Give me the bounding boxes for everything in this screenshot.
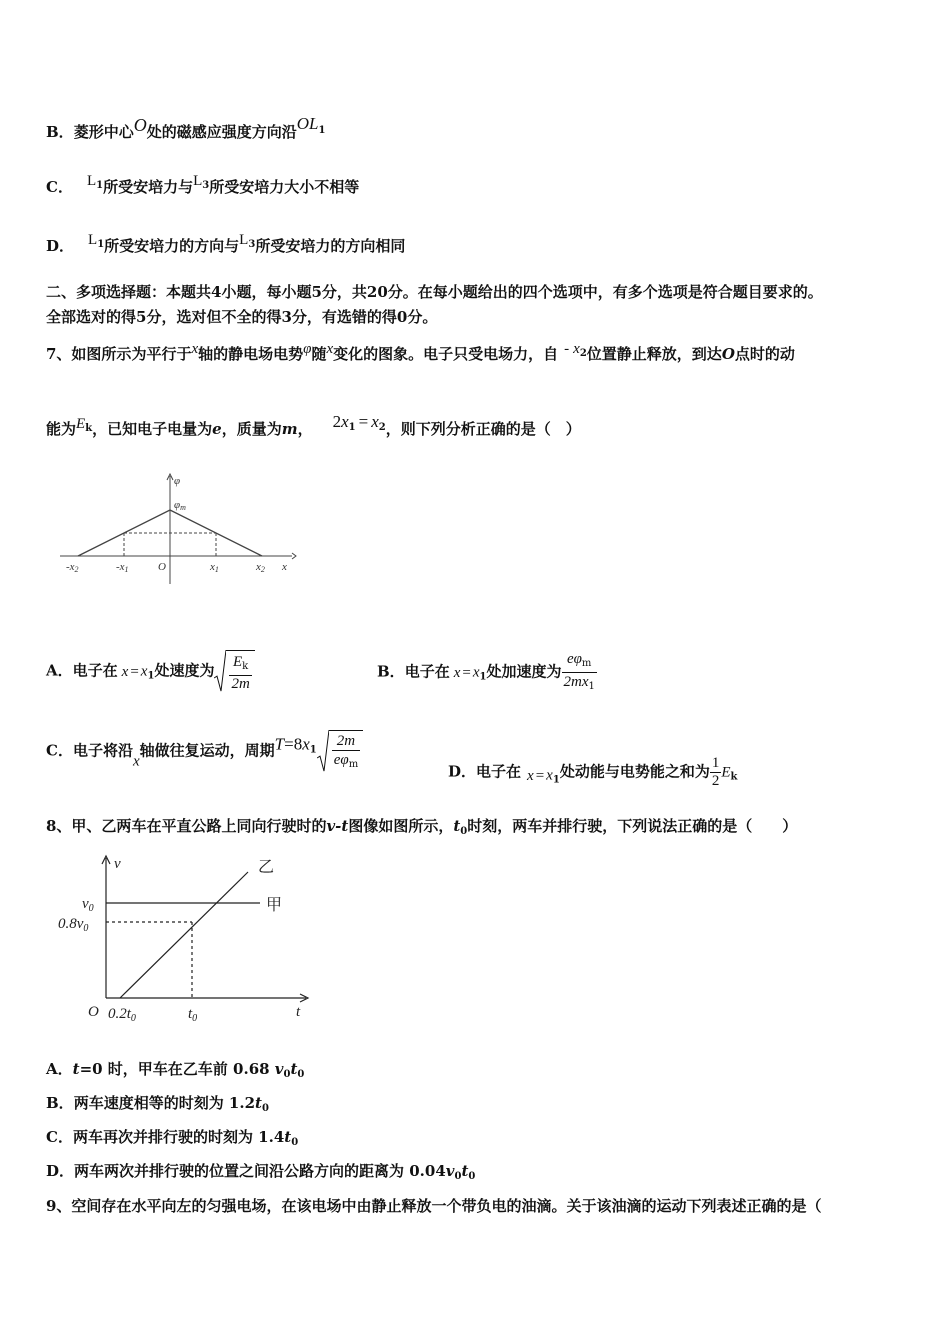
math-sub: 1: [552, 774, 560, 786]
option-text: 菱形中心: [73, 123, 134, 141]
option-label: D．: [46, 237, 75, 255]
math-den: eφ: [333, 752, 349, 768]
stem-text: ，则下列分析正确的是（ ）: [385, 420, 581, 438]
q8-stem: [46, 815, 797, 837]
option-label: B．: [377, 662, 405, 681]
tick-sub: 1: [124, 565, 129, 574]
option-label: B．: [46, 123, 74, 141]
math-x: x: [121, 663, 129, 680]
stem-text: 轴的静电场电势: [198, 345, 304, 363]
math-sub: 3: [248, 239, 256, 250]
phi-m-sub: m: [180, 503, 186, 512]
math-eq: =: [535, 767, 545, 784]
math-phi: φ: [303, 341, 312, 357]
tick-origin: O: [158, 561, 166, 573]
math-L: L: [239, 232, 249, 248]
x-axis-label: x: [282, 561, 287, 573]
option-text: 所受安培力与: [103, 178, 194, 196]
math-2: 2: [332, 412, 342, 431]
q6-option-d: [46, 232, 405, 256]
math-num: 1: [711, 755, 720, 771]
stem-text: 8、甲、乙两车在平直公路上同向行驶时的: [46, 817, 327, 835]
t0-text: t: [188, 1006, 193, 1022]
stem-text: ，已知电子电量为: [92, 420, 213, 438]
math-sub: m: [348, 759, 359, 770]
tick-text: x: [256, 561, 261, 573]
tick-text: -x: [66, 561, 75, 573]
q9-stem: 9、空间存在水平向左的匀强电场，在该电场中由静止释放一个带负电的油滴。关于该油滴的运动下列表述正确的是（: [46, 1197, 822, 1215]
fraction: [562, 650, 597, 695]
tick-neg-x1: [116, 561, 129, 574]
math-x: x: [191, 341, 199, 357]
option-label: A．: [46, 661, 73, 680]
q7-potential-graph: [56, 468, 306, 588]
q7-option-c: [46, 730, 363, 773]
math-sub: k: [730, 771, 738, 783]
stem-text: ，质量为: [221, 420, 282, 438]
tick-neg-x2: [66, 561, 79, 574]
fraction: [229, 653, 251, 693]
math-num: 2m: [332, 733, 360, 751]
math-x: x: [527, 767, 534, 784]
stem-text: ，: [297, 420, 313, 438]
graph-v0-label: [82, 896, 94, 914]
math-x: x: [453, 664, 461, 681]
tick-x1: [209, 561, 219, 574]
math-sub: 2: [378, 422, 386, 433]
math-sub: 3: [202, 180, 210, 191]
math-L: L: [86, 173, 97, 189]
tick-text: x: [210, 561, 215, 573]
math-sub: k: [242, 661, 249, 672]
math-x: x: [132, 753, 140, 770]
option-label: D．: [46, 1162, 75, 1180]
math-sub: 1: [96, 180, 104, 191]
math-sub: 1: [348, 422, 356, 433]
x-axis-arrow: [292, 553, 296, 559]
v0-text: v: [82, 896, 89, 912]
graph-origin: O: [88, 1004, 99, 1020]
math-sub: 0: [468, 1171, 476, 1182]
q6-option-c: [46, 173, 359, 197]
tick-sub: 1: [214, 565, 219, 574]
math-sub: 1: [318, 125, 326, 136]
q8-vt-graph: [54, 850, 324, 1030]
math-t: t: [72, 1060, 80, 1078]
option-text: 轴做往复运动，周期: [139, 741, 275, 760]
math-v: v: [274, 1060, 284, 1078]
math-den: 2m: [231, 676, 250, 692]
option-text: =0 时，甲车在乙车前 0.68: [79, 1060, 275, 1078]
math-t: t: [290, 1060, 298, 1078]
option-text: 电子在: [476, 762, 522, 781]
option-text: 处速度为: [154, 661, 215, 680]
stem-text: 点时的动: [734, 345, 795, 363]
q8-option-b: [46, 1092, 269, 1114]
math-den: 2: [711, 773, 720, 789]
tick-x2: [255, 561, 265, 574]
math-t: t: [453, 817, 461, 835]
option-text: 两车两次并排行驶的位置之间沿公路方向的距离为 0.04: [74, 1162, 446, 1180]
option-text: 电子将沿: [72, 741, 133, 760]
option-label: D．: [448, 762, 477, 781]
math-x: x: [371, 412, 379, 431]
tick-sub: 2: [74, 565, 79, 574]
sqrt-expression: [317, 730, 363, 773]
math-L: L: [193, 173, 203, 189]
fraction: [332, 733, 360, 773]
math-E: E: [233, 654, 243, 670]
tick-sub: 2: [260, 565, 265, 574]
math-sub: 0: [291, 1137, 299, 1148]
math-sub: 1: [479, 671, 487, 683]
math-sub: 1: [588, 681, 595, 692]
math-sub: 1: [147, 670, 155, 682]
label-yi: 乙: [258, 859, 275, 876]
math-sub: k: [85, 423, 93, 434]
option-text: 所受安培力大小不相等: [209, 178, 360, 196]
math-den: 2mx: [563, 674, 589, 690]
math-sub: 0: [297, 1069, 305, 1080]
stem-text: 图像如图所示，: [348, 817, 454, 835]
math-sub: 1: [97, 239, 105, 250]
math-x: x: [341, 412, 349, 431]
option-text: 处动能与电势能之和为: [559, 762, 710, 781]
option-text: 处加速度为: [486, 662, 562, 681]
math-L: L: [88, 232, 98, 248]
math-E: E: [721, 764, 731, 781]
option-label: C．: [46, 178, 73, 196]
stem-text: 7、如图所示为平行于: [46, 345, 192, 363]
stem-text: 随: [311, 345, 327, 363]
section-heading: 二、多项选择题：本题共4小题，每小题5分，共20分。在每小题给出的四个选项中，有多个选项是符合题目要求的。: [46, 283, 823, 301]
math-eq: =: [462, 664, 471, 681]
math-T: T: [274, 734, 285, 754]
math-x: x: [546, 767, 553, 784]
math-t: t: [461, 1162, 469, 1180]
math-x: x: [472, 664, 480, 681]
p8-text: 0.8v: [58, 916, 84, 932]
math-e: e: [212, 420, 222, 438]
math-m: m: [281, 420, 298, 438]
option-text: 电子在: [404, 662, 450, 681]
math-t: t: [255, 1094, 262, 1112]
graph-phi-m: [174, 499, 186, 512]
graph-0.2t0-label: [108, 1006, 136, 1024]
math-x: x: [326, 341, 334, 357]
stem-text: 时刻，两车并排行驶，下列说法正确的是（ ）: [467, 817, 798, 835]
graph-0.8v0-label: [58, 916, 88, 934]
p8-sub: 0: [83, 923, 89, 934]
math-eq8: =8: [284, 734, 303, 754]
option-text: 所受安培力的方向与: [104, 237, 240, 255]
math-OL: OL: [296, 114, 319, 133]
math-v: v: [445, 1162, 455, 1180]
math-E: E: [76, 416, 86, 432]
tick-text: -x: [116, 561, 125, 573]
option-label: C．: [46, 1128, 73, 1146]
q8-option-a: [46, 1058, 304, 1080]
radical-sign: [214, 650, 226, 693]
v0-sub: 0: [88, 903, 94, 914]
q7-option-a: [46, 650, 255, 693]
stem-text: 位置静止释放，到达: [586, 345, 722, 363]
phi-m-text: φ: [174, 499, 181, 511]
option-label: C．: [46, 741, 73, 760]
option-label: B．: [46, 1094, 74, 1112]
math-O: O: [721, 345, 735, 363]
graph-phi-label: φ: [174, 475, 181, 487]
q8-option-c: [46, 1126, 298, 1148]
option-text: 两车再次并排行驶的时刻为 1.4: [72, 1128, 285, 1146]
stem-text: 能为: [46, 420, 77, 438]
fraction: [710, 755, 722, 790]
math-sub: 0: [261, 1103, 269, 1114]
radical-sign: [317, 730, 329, 773]
q7-option-b: [377, 650, 597, 695]
line-yi: [120, 872, 248, 998]
math-eq: =: [358, 412, 369, 431]
math-x: x: [573, 341, 580, 357]
graph-t-label: t: [296, 1004, 301, 1020]
t0-sub: 0: [192, 1013, 198, 1024]
math-t: t: [284, 1128, 292, 1146]
math-sub: 0: [454, 1171, 462, 1182]
sqrt-expression: [214, 650, 254, 693]
label-jia: 甲: [266, 897, 283, 914]
math-num: eφ: [566, 651, 582, 667]
math-x: x: [140, 663, 148, 680]
math-minus: -: [564, 341, 570, 357]
math-sub: 0: [283, 1069, 291, 1080]
section-instruction: 全部选对的得5分，选对但不全的得3分，有选错的得0分。: [46, 308, 438, 326]
math-x: x: [302, 734, 310, 754]
graph-v-label: v: [114, 856, 121, 872]
math-eq: =: [130, 663, 139, 680]
p2-sub: 0: [130, 1013, 136, 1024]
q7-option-d: [448, 755, 737, 790]
q7-stem-line1: [46, 341, 795, 364]
option-text: 所受安培力的方向相同: [255, 237, 406, 255]
math-sub: m: [581, 658, 592, 669]
math-vt: v-t: [326, 817, 349, 835]
option-text: 电子在: [72, 661, 118, 680]
p2-text: 0.2t: [108, 1006, 131, 1022]
math-O: O: [133, 115, 147, 135]
option-text: 两车速度相等的时刻为 1.2: [73, 1094, 256, 1112]
q8-option-d: [46, 1160, 475, 1182]
math-sub: 2: [579, 348, 587, 359]
math-sub: 1: [309, 744, 317, 756]
graph-t0-label: [188, 1006, 197, 1024]
q6-option-b: [46, 114, 325, 142]
q7-stem-line2: [46, 412, 581, 439]
option-label: A．: [46, 1060, 73, 1078]
math-sub: 0: [460, 826, 468, 837]
stem-text: 变化的图象。电子只受电场力，自: [333, 345, 559, 363]
option-text: 处的磁感应强度方向沿: [146, 123, 297, 141]
